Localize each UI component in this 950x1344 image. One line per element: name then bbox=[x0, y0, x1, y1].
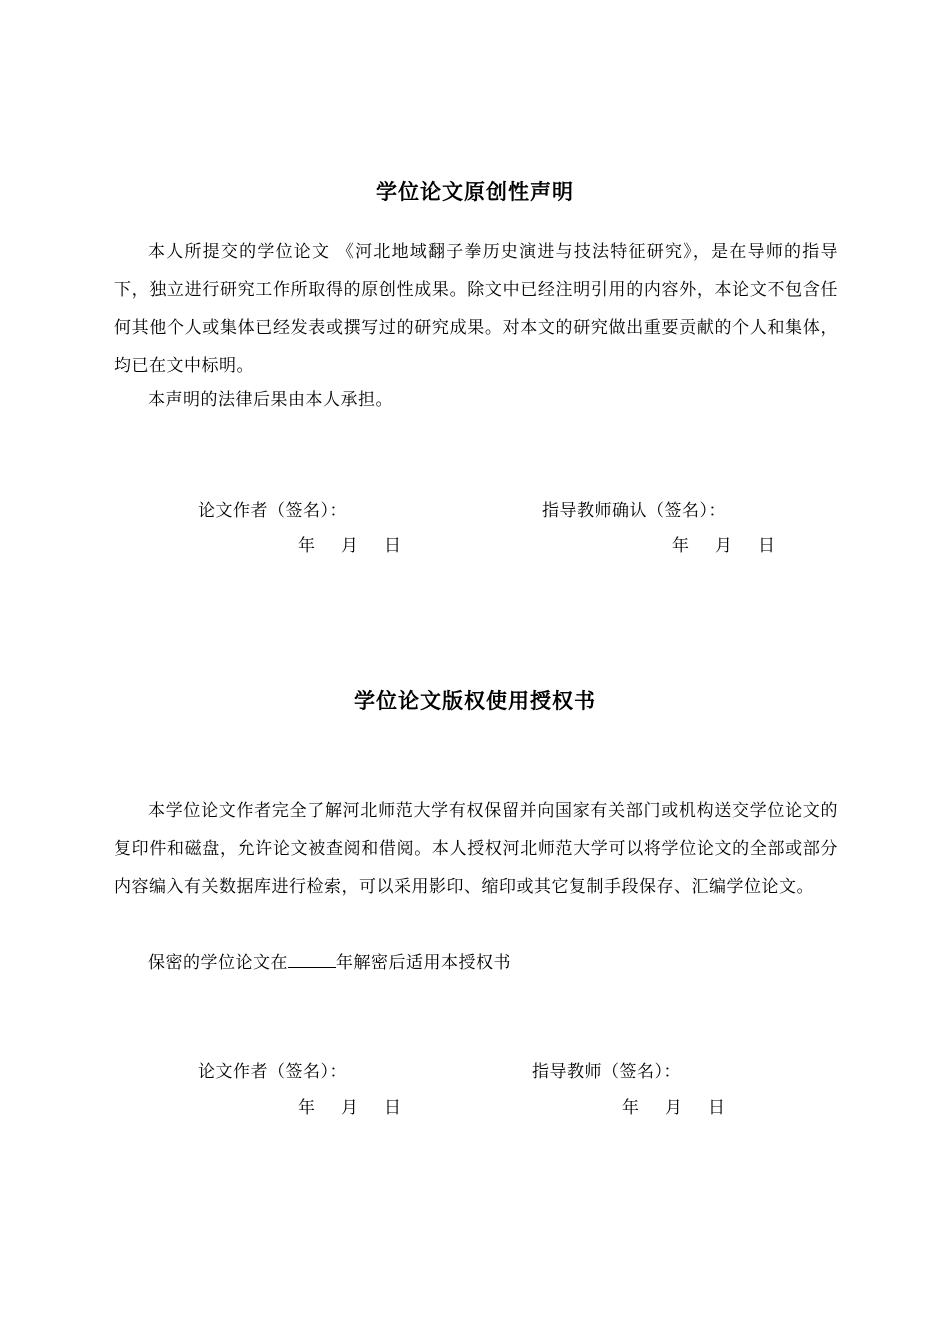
declaration-legal-note: 本声明的法律后果由本人承担。 bbox=[148, 390, 393, 410]
month-label: 月 bbox=[341, 1098, 358, 1118]
declaration-title: 学位论文原创性声明 bbox=[376, 180, 574, 204]
advisor-date bbox=[672, 531, 775, 556]
year-label: 年 bbox=[298, 1098, 315, 1118]
month-label: 月 bbox=[665, 1098, 682, 1118]
author-date bbox=[298, 1093, 401, 1118]
day-label: 日 bbox=[708, 1098, 725, 1118]
advisor-signature-label: 指导教师（签名）： bbox=[532, 1062, 681, 1082]
authorization-paragraph: 本学位论文作者完全了解河北师范大学有权保留并向国家有关部门或机构送交学位论文的复印件和磁盘，允许论文被查阅和借阅。本人授权河北师范大学可以将学位论文的全部或部分内容编入有关数据库进行检索，可以采用影印、缩印或其它复制手段保存、汇编学位论文。 bbox=[114, 801, 838, 897]
author-signature-label: 论文作者（签名）： bbox=[198, 1062, 347, 1082]
author-signature-label: 论文作者（签名）： bbox=[198, 501, 347, 521]
author-date bbox=[298, 531, 401, 556]
day-label: 日 bbox=[384, 536, 401, 556]
month-label: 月 bbox=[715, 536, 732, 556]
year-label: 年 bbox=[622, 1098, 639, 1118]
month-label: 月 bbox=[341, 536, 358, 556]
day-label: 日 bbox=[758, 536, 775, 556]
advisor-signature-label: 指导教师确认（签名）： bbox=[542, 501, 726, 521]
secret-prefix: 保密的学位论文在 bbox=[148, 953, 288, 973]
authorization-title: 学位论文版权使用授权书 bbox=[354, 689, 596, 713]
advisor-date bbox=[622, 1093, 725, 1118]
year-label: 年 bbox=[672, 536, 689, 556]
secret-suffix: 年解密后适用本授权书 bbox=[336, 953, 511, 973]
year-label: 年 bbox=[298, 536, 315, 556]
secret-clause bbox=[148, 948, 511, 973]
day-label: 日 bbox=[384, 1098, 401, 1118]
declaration-paragraph: 本人所提交的学位论文 《河北地域翻子拳历史演进与技法特征研究》，是在导师的指导下，独立进行研究工作所取得的原创性成果。除文中已经注明引用的内容外，本论文不包含任何其他个人或集体已经发表或撰写过的研究成果。对本文的研究做出重要贡献的个人和集体，均已在文中标明。 bbox=[114, 242, 838, 376]
secret-year-blank bbox=[288, 953, 336, 968]
